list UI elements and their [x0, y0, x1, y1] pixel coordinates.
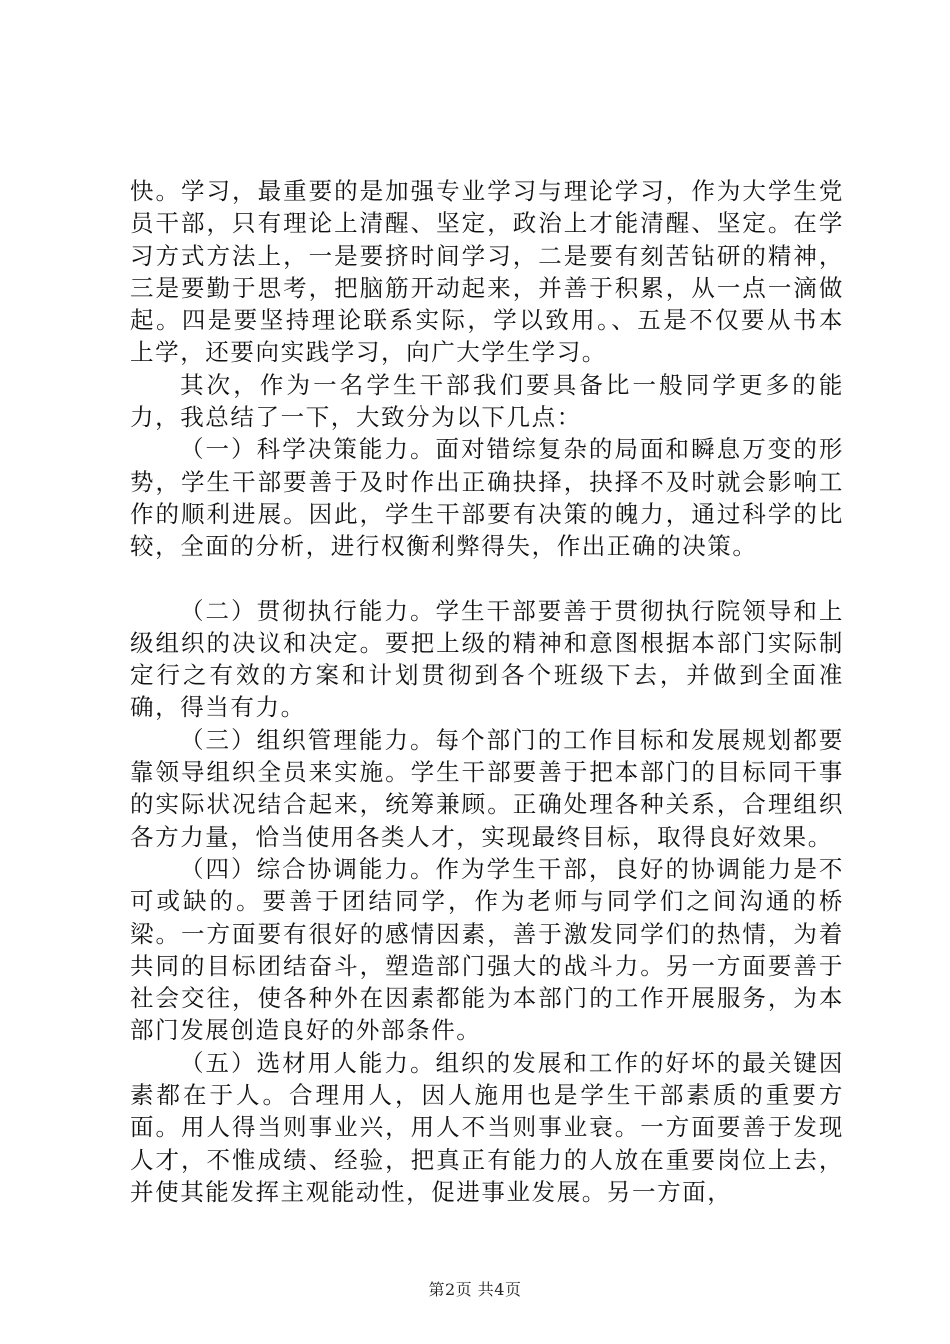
paragraph-coordination: （四）综合协调能力。作为学生干部，良好的协调能力是不可或缺的。要善于团结同学，作为老师与同学们之间沟通的桥梁。一方面要有很好的感情因素，善于激发同学们的热情，为着共同的目标团结奋斗，塑造部门强大的战斗力。另一方面要善于社会交往，使各种外在因素都能为本部门的工作开展服务，为本部门发展创造良好的外部条件。: [130, 854, 844, 1045]
document-body: [130, 175, 844, 1208]
paragraph-organization-management: （三）组织管理能力。每个部门的工作目标和发展规划都要靠领导组织全员来实施。学生干部要善于把本部门的目标同干事的实际状况结合起来，统筹兼顾。正确处理各种关系，合理组织各方力量，恰当使用各类人才，实现最终目标，取得良好效果。: [130, 725, 844, 851]
page-number-footer: 第2页 共4页: [428, 1280, 522, 1299]
paragraph-decision-making: （一）科学决策能力。面对错综复杂的局面和瞬息万变的形势，学生干部要善于及时作出正确抉择，抉择不及时就会影响工作的顺利进展。因此，学生干部要有决策的魄力，通过科学的比较，全面的分析，进行权衡利弊得失，作出正确的决策。: [130, 435, 844, 561]
paragraph-execution: （二）贯彻执行能力。学生干部要善于贯彻执行院领导和上级组织的决议和决定。要把上级的精神和意图根据本部门实际制定行之有效的方案和计划贯彻到各个班级下去，并做到全面准确，得当有力。: [130, 596, 844, 722]
paragraph-study-methods: 快。学习，最重要的是加强专业学习与理论学习，作为大学生党员干部，只有理论上清醒、坚定，政治上才能清醒、坚定。在学习方式方法上，一是要挤时间学习，二是要有刻苦钻研的精神，三是要勤于思考，把脑筋开动起来，并善于积累，从一点一滴做起。四是要坚持理论联系实际，学以致用。、五是不仅要从书本上学，还要向实践学习，向广大学生学习。: [130, 177, 844, 367]
paragraph-abilities-intro: 其次，作为一名学生干部我们要具备比一般同学更多的能力，我总结了一下，大致分为以下几点：: [130, 370, 844, 432]
paragraph-talent-selection: （五）选材用人能力。组织的发展和工作的好坏的最关键因素都在于人。合理用人，因人施用也是学生干部素质的重要方面。用人得当则事业兴，用人不当则事业衰。一方面要善于发现人才，不惟成绩、经验，把真正有能力的人放在重要岗位上去，并使其能发挥主观能动性，促进事业发展。另一方面，: [130, 1048, 844, 1206]
